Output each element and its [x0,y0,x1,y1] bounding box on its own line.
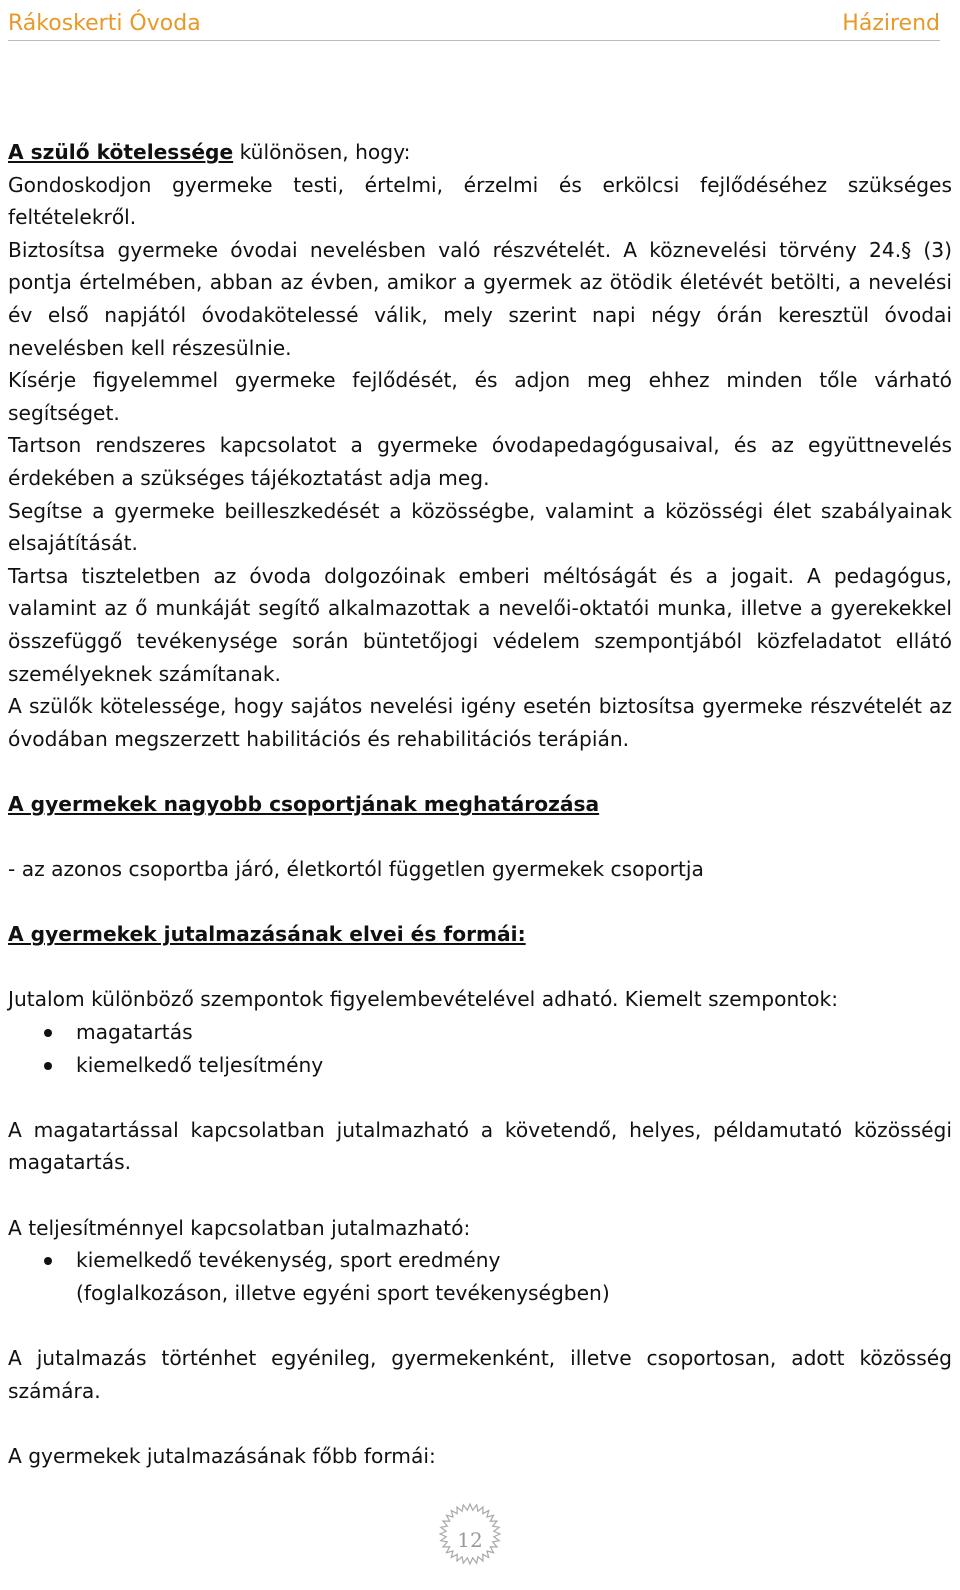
list-item: kiemelkedő teljesítmény [8,1049,952,1082]
paragraph: Kísérje figyelemmel gyermeke fejlődését, és adjon meg ehhez minden tőle várható segítséget. [8,368,952,425]
paragraph: A szülők kötelessége, hogy sajátos nevelési igény esetén biztosítsa gyermeke részvételét az óvodában megszerzett habilitációs és rehabilitációs terápián. [8,694,952,751]
paragraph: A gyermekek jutalmazásának főbb formái: [8,1443,436,1468]
header-school-name: Rákoskerti Óvoda [8,10,201,36]
list-item: magatartás [8,1016,952,1049]
page-number: 12 [457,1528,483,1552]
paragraph: Jutalom különböző szempontok figyelembevételével adható. Kiemelt szempontok: [8,987,839,1012]
list-item: kiemelkedő tevékenység, sport eredmény [8,1244,952,1277]
heading-text: A gyermekek nagyobb csoportjának meghatározása [8,791,600,816]
paragraph: - az azonos csoportba járó, életkortól független gyermekek csoportja [8,857,704,882]
paragraph: Gondoskodjon gyermeke testi, értelmi, érzelmi és erkölcsi fejlődéséhez szükséges feltételekről. [8,172,952,230]
document-body [8,136,952,1472]
page-footer [430,1500,510,1580]
paragraph: Tartsa tiszteletben az óvoda dolgozóinak emberi méltóságát és a jogait. A pedagógus, valamint az ő munkáját segítő alkalmazottak a nevelői-oktatói munka, illetve a gyerekekkel összefüggő tevékenysége során büntetőjogi védelem szempontjából közfeladatot ellátó személyeknek számítanak. [8,563,952,686]
section-heading-groups [8,788,952,821]
paragraph: Segítse a gyermeke beilleszkedését a közösségbe, valamint a közösségi élet szabályainak elsajátítását. [8,498,952,556]
page-header [8,6,940,41]
paragraph: Tartson rendszeres kapcsolatot a gyermeke óvodapedagógusaival, és az együttnevelés érdekében a szükséges tájékoztatást adja meg. [8,433,952,490]
bullet-list-performance [8,1244,952,1277]
paragraph: A jutalmazás történhet egyénileg, gyermekenként, illetve csoportosan, adott közösség számára. [8,1345,952,1403]
paragraph: A teljesítménnyel kapcsolatban jutalmazható: [8,1215,471,1240]
bullet-list-criteria [8,1016,952,1081]
heading-text: A gyermekek jutalmazásának elvei és formái: [8,922,526,947]
paragraph: A magatartással kapcsolatban jutalmazható a követendő, helyes, példamutató közösségi magatartás. [8,1117,952,1175]
section-heading-rewards [8,918,952,951]
intro-text: különösen, hogy: [233,140,411,164]
list-item-continuation: (foglalkozáson, illetve egyéni sport tevékenységben) [76,1280,610,1305]
section-heading-parent-duties: A szülő kötelessége [8,140,234,164]
header-document-title: Házirend [842,10,940,36]
paragraph-parent-duties-intro [8,136,952,169]
paragraph: Biztosítsa gyermeke óvodai nevelésben való részvételét. A köznevelési törvény 24.§ (3) pontja értelmében, abban az évben, amikor a gyermek az ötödik életévét betölti, a nevelési év első napjától óvodakötelessé válik, mely szerint napi négy órán keresztül óvodai nevelésben kell részesülnie. [8,237,952,360]
